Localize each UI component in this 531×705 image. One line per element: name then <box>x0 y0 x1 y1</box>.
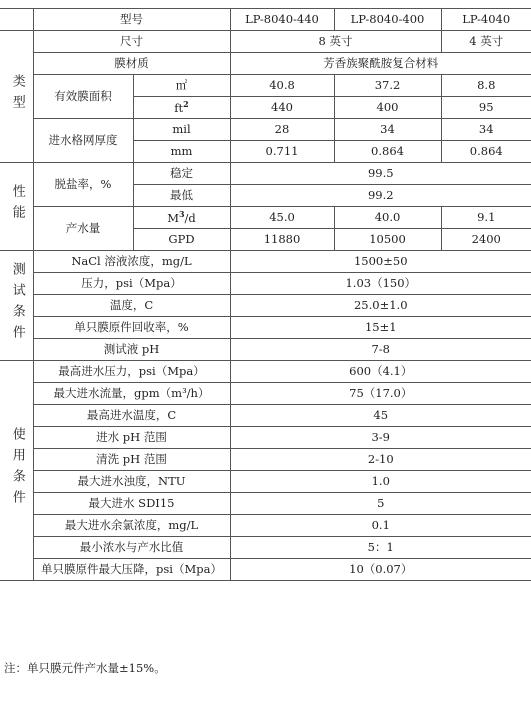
usage-row-value: 75（17.0） <box>230 383 531 405</box>
rejection-min-value: 99.2 <box>230 185 531 207</box>
flow-gpd-1: 11880 <box>230 229 334 251</box>
area-ft2-1: 440 <box>230 97 334 119</box>
performance-group-label: 性能 <box>0 163 33 251</box>
flow-gpd-2: 10500 <box>334 229 441 251</box>
model-col-2: LP-8040-400 <box>334 9 441 31</box>
usage-row <box>0 559 531 581</box>
usage-row-value: 1.0 <box>230 471 531 493</box>
spacer-label: 进水格网厚度 <box>33 119 133 163</box>
area-row-1 <box>0 75 531 97</box>
material-value: 芳香族聚酰胺复合材料 <box>230 53 531 75</box>
spacer-unit-mm: mm <box>133 141 230 163</box>
usage-row-label: 最大进水浊度，NTU <box>33 471 230 493</box>
spacer-unit-mil: mil <box>133 119 230 141</box>
spec-table <box>0 8 531 581</box>
spacer-mm-2: 0.864 <box>334 141 441 163</box>
model-col-1: LP-8040-440 <box>230 9 334 31</box>
test-row-label: 单只膜原件回收率，% <box>33 317 230 339</box>
test-row-value: 25.0±1.0 <box>230 295 531 317</box>
usage-row <box>0 383 531 405</box>
area-m2-2: 37.2 <box>334 75 441 97</box>
model-col-3: LP-4040 <box>441 9 531 31</box>
test-row-value: 1.03（150） <box>230 273 531 295</box>
flow-gpd-3: 2400 <box>441 229 531 251</box>
usage-row <box>0 405 531 427</box>
flow-m3d-1: 45.0 <box>230 207 334 229</box>
usage-row-value: 5：1 <box>230 537 531 559</box>
usage-row-label: 最大进水流量，gpm（m³/h） <box>33 383 230 405</box>
usage-row-value: 0.1 <box>230 515 531 537</box>
area-unit-m2: ㎡ <box>133 75 230 97</box>
test-row <box>0 317 531 339</box>
test-row-label: 温度，C <box>33 295 230 317</box>
area-label: 有效膜面积 <box>33 75 133 119</box>
spacer-mil-3: 34 <box>441 119 531 141</box>
test-row-value: 15±1 <box>230 317 531 339</box>
usage-row-label: 进水 pH 范围 <box>33 427 230 449</box>
usage-row-value: 45 <box>230 405 531 427</box>
material-label: 膜材质 <box>33 53 230 75</box>
usage-row <box>0 515 531 537</box>
usage-row-value: 10（0.07） <box>230 559 531 581</box>
area-ft2-3: 95 <box>441 97 531 119</box>
area-m2-3: 8.8 <box>441 75 531 97</box>
type-group-label: 类型 <box>0 31 33 163</box>
usage-row-label: 最大进水 SDI15 <box>33 493 230 515</box>
area-ft2-2: 400 <box>334 97 441 119</box>
usage-row-label: 清洗 pH 范围 <box>33 449 230 471</box>
usage-row-label: 最高进水温度，C <box>33 405 230 427</box>
rejection-stable-value: 99.5 <box>230 163 531 185</box>
area-m2-1: 40.8 <box>230 75 334 97</box>
usage-row-label: 最小浓水与产水比值 <box>33 537 230 559</box>
usage-row <box>0 493 531 515</box>
flow-label: 产水量 <box>33 207 133 251</box>
test-row <box>0 339 531 361</box>
spacer-mil-2: 34 <box>334 119 441 141</box>
flow-unit-m3d: $M^3/d$ <box>133 207 230 229</box>
usage-row-label: 最高进水压力，psi（Mpa） <box>33 361 230 383</box>
usage-row <box>0 449 531 471</box>
flow-row-1 <box>0 207 531 229</box>
usage-group-label: 使用条件 <box>0 361 33 581</box>
rejection-min-label: 最低 <box>133 185 230 207</box>
test-group-label: 测试条件 <box>0 251 33 361</box>
usage-row <box>0 471 531 493</box>
test-row <box>0 251 531 273</box>
test-row-value: 7-8 <box>230 339 531 361</box>
flow-unit-gpd: GPD <box>133 229 230 251</box>
spacer-mm-1: 0.711 <box>230 141 334 163</box>
usage-row-label: 单只膜原件最大压降，psi（Mpa） <box>33 559 230 581</box>
header-row <box>0 9 531 31</box>
rejection-row-1 <box>0 163 531 185</box>
size-row <box>0 31 531 53</box>
rejection-label: 脱盐率，% <box>33 163 133 207</box>
size-4040: 4 英寸 <box>441 31 531 53</box>
usage-row-label: 最大进水余氯浓度，mg/L <box>33 515 230 537</box>
test-row <box>0 295 531 317</box>
spacer-row-1 <box>0 119 531 141</box>
size-label: 尺寸 <box>33 31 230 53</box>
blank-corner <box>0 9 33 31</box>
flow-m3d-3: 9.1 <box>441 207 531 229</box>
spacer-mm-3: 0.864 <box>441 141 531 163</box>
test-row-value: 1500±50 <box>230 251 531 273</box>
flow-m3d-2: 40.0 <box>334 207 441 229</box>
usage-row <box>0 427 531 449</box>
usage-row-value: 5 <box>230 493 531 515</box>
rejection-stable-label: 稳定 <box>133 163 230 185</box>
test-row-label: 压力，psi（Mpa） <box>33 273 230 295</box>
test-row-label: NaCl 溶液浓度，mg/L <box>33 251 230 273</box>
test-row-label: 测试液 pH <box>33 339 230 361</box>
usage-row-value: 3-9 <box>230 427 531 449</box>
usage-row-value: 2-10 <box>230 449 531 471</box>
footnote: 注：单只膜元件产水量±15%。 <box>4 661 166 675</box>
size-8040: 8 英寸 <box>230 31 441 53</box>
usage-row <box>0 361 531 383</box>
usage-row-value: 600（4.1） <box>230 361 531 383</box>
usage-row <box>0 537 531 559</box>
area-unit-ft2: $ft^2$ <box>133 97 230 119</box>
spacer-mil-1: 28 <box>230 119 334 141</box>
test-row <box>0 273 531 295</box>
material-row <box>0 53 531 75</box>
model-label: 型号 <box>33 9 230 31</box>
